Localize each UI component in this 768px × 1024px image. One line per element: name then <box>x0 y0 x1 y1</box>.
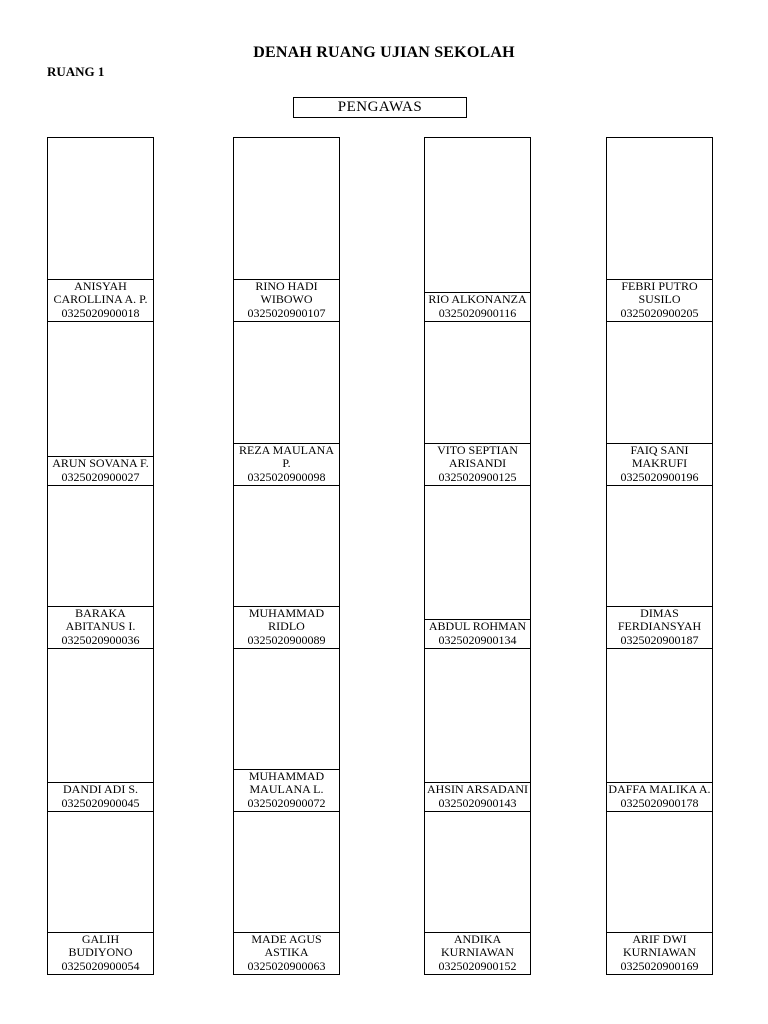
desk-column-4 <box>606 137 713 975</box>
desk-label <box>425 619 530 648</box>
desk-label <box>607 443 712 486</box>
room-label: RUANG 1 <box>47 64 105 79</box>
desk-surface <box>234 138 339 279</box>
desk-surface <box>234 649 339 769</box>
desk-surface <box>607 649 712 782</box>
student-number: 0325020900134 <box>438 632 517 647</box>
desk-surface <box>234 322 339 443</box>
desk <box>48 322 153 486</box>
desk-label <box>425 443 530 486</box>
desk-label <box>425 932 530 975</box>
desk <box>48 812 153 975</box>
student-name: MUHAMMAD MAULANA L. <box>248 768 325 796</box>
desk <box>425 138 530 322</box>
desk-label <box>48 932 153 975</box>
student-number: 0325020900045 <box>61 795 140 810</box>
page-title: DENAH RUANG UJIAN SEKOLAH <box>253 44 515 61</box>
student-number: 0325020900072 <box>247 795 326 810</box>
student-name: DANDI ADI S. <box>63 782 138 796</box>
desk-label <box>234 443 339 486</box>
desk-label <box>234 606 339 649</box>
student-name: REZA MAULANA P. <box>239 442 334 470</box>
desk-label <box>607 782 712 811</box>
student-name: ANISYAH CAROLLINA A. P. <box>53 278 148 306</box>
desk <box>607 138 712 322</box>
desk <box>234 649 339 812</box>
desk-label <box>234 769 339 812</box>
student-name: ABDUL ROHMAN <box>428 619 527 633</box>
desk <box>48 138 153 322</box>
desk-surface <box>48 649 153 782</box>
desk-surface <box>607 138 712 279</box>
desk-surface <box>425 812 530 932</box>
student-name: FEBRI PUTRO SUSILO <box>621 278 698 306</box>
student-number: 0325020900107 <box>247 305 326 320</box>
desk-surface <box>607 322 712 443</box>
desk <box>234 812 339 975</box>
student-number: 0325020900196 <box>620 469 699 484</box>
desk-label <box>425 292 530 321</box>
desk <box>607 322 712 486</box>
desk-surface <box>607 812 712 932</box>
student-number: 0325020900089 <box>247 632 326 647</box>
desk <box>48 486 153 649</box>
student-name: FAIQ SANI MAKRUFI <box>630 442 689 470</box>
desk-surface <box>48 486 153 606</box>
desk-label <box>234 932 339 975</box>
student-name: MADE AGUS ASTIKA <box>251 931 322 959</box>
desk <box>48 649 153 812</box>
desk-surface <box>48 322 153 456</box>
desk-surface <box>48 812 153 932</box>
desk-label <box>48 606 153 649</box>
student-number: 0325020900205 <box>620 305 699 320</box>
student-number: 0325020900152 <box>438 958 517 973</box>
desk-surface <box>607 486 712 606</box>
desk-label <box>234 279 339 322</box>
student-number: 0325020900143 <box>438 795 517 810</box>
student-name: DAFFA MALIKA A. <box>608 782 711 796</box>
student-number: 0325020900116 <box>438 305 517 320</box>
student-number: 0325020900027 <box>61 469 140 484</box>
desk <box>607 486 712 649</box>
desk-surface <box>425 138 530 292</box>
desk <box>234 138 339 322</box>
desk-label <box>48 456 153 485</box>
desk-surface <box>48 138 153 279</box>
desk-label <box>425 782 530 811</box>
desk <box>607 649 712 812</box>
desk-surface <box>425 649 530 782</box>
desk <box>425 649 530 812</box>
desk-surface <box>234 812 339 932</box>
student-name: RINO HADI WIBOWO <box>255 278 318 306</box>
desk-label <box>607 279 712 322</box>
student-name: RIO ALKONANZA <box>428 292 527 306</box>
desk-column-1 <box>47 137 154 975</box>
student-name: DIMAS FERDIANSYAH <box>617 605 702 633</box>
desk-surface <box>234 486 339 606</box>
desk <box>234 322 339 486</box>
student-number: 0325020900187 <box>620 632 699 647</box>
desk-surface <box>425 486 530 619</box>
desk-column-2 <box>233 137 340 975</box>
student-number: 0325020900063 <box>247 958 326 973</box>
supervisor-desk: PENGAWAS <box>293 97 467 118</box>
student-name: VITO SEPTIAN ARISANDI <box>437 442 518 470</box>
desk-label <box>48 279 153 322</box>
student-number: 0325020900054 <box>61 958 140 973</box>
student-name: ARIF DWI KURNIAWAN <box>622 931 697 959</box>
student-number: 0325020900178 <box>620 795 699 810</box>
student-name: GALIH BUDIYONO <box>68 931 133 959</box>
student-number: 0325020900125 <box>438 469 517 484</box>
desk <box>425 486 530 649</box>
student-name: ANDIKA KURNIAWAN <box>440 931 515 959</box>
desk <box>425 812 530 975</box>
student-name: AHSIN ARSADANI <box>426 782 528 796</box>
desk <box>607 812 712 975</box>
desk-label <box>607 932 712 975</box>
student-name: MUHAMMAD RIDLO <box>248 605 325 633</box>
desk-label <box>607 606 712 649</box>
desk-column-3 <box>424 137 531 975</box>
desk <box>425 322 530 486</box>
student-number: 0325020900036 <box>61 632 140 647</box>
student-name: BARAKA ABITANUS I. <box>65 605 136 633</box>
student-number: 0325020900169 <box>620 958 699 973</box>
desk-surface <box>425 322 530 443</box>
desk <box>234 486 339 649</box>
student-number: 0325020900098 <box>247 469 326 484</box>
desk-label <box>48 782 153 811</box>
student-number: 0325020900018 <box>61 305 140 320</box>
student-name: ARUN SOVANA F. <box>52 456 149 470</box>
